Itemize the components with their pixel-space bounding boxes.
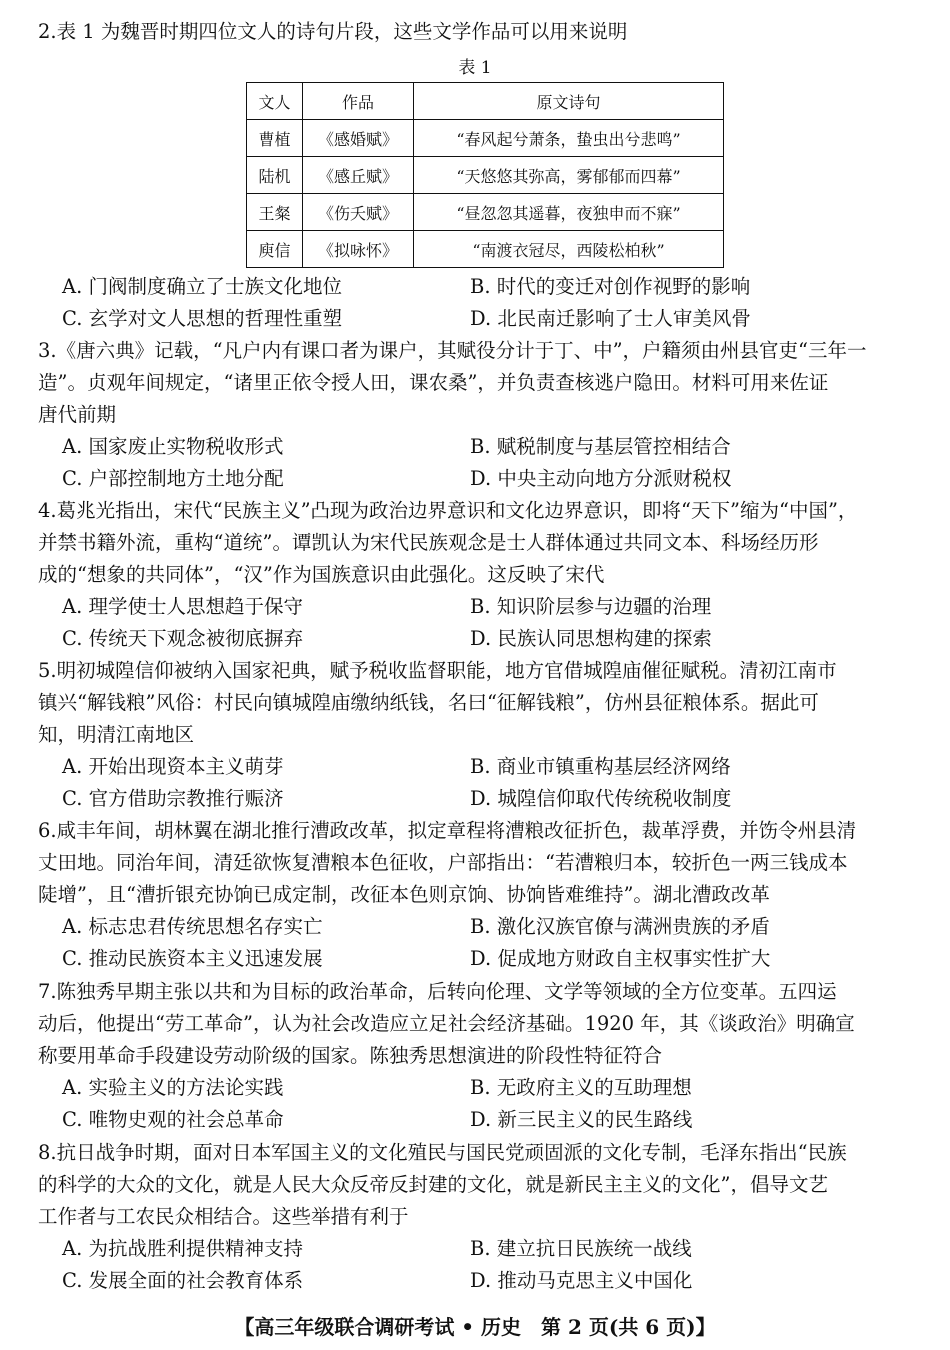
page-footer: 【高三年级联合调研考试 • 历史 第 2 页(共 6 页)】 [234, 1315, 716, 1339]
table-header-cell: 作品 [303, 83, 414, 120]
table-cell: 《拟咏怀》 [303, 231, 414, 268]
q6-stem-line: 6.咸丰年间，胡林翼在湖北推行漕政改革，拟定章程将漕粮改征折色，裁革浮费，并饬令州县清 [38, 819, 857, 842]
q2-option-a[interactable]: A. 门阀制度确立了士族文化地位 [62, 275, 342, 298]
table-cell: 曹植 [247, 120, 303, 157]
q6-stem-line: 陡增”，且“漕折银充协饷已成定制，改征本色则京饷、协饷皆难维持”。湖北漕政改革 [38, 883, 770, 906]
q5-option-d[interactable]: D. 城隍信仰取代传统税收制度 [470, 787, 732, 810]
q8-stem-line: 8.抗日战争时期，面对日本军国主义的文化殖民与国民党顽固派的文化专制，毛泽东指出“民族 [38, 1141, 847, 1164]
table-cell: “南渡衣冠尽，西陵松柏秋” [414, 231, 724, 268]
q6-option-c[interactable]: C. 推动民族资本主义迅速发展 [62, 947, 323, 970]
q7-option-d[interactable]: D. 新三民主义的民生路线 [470, 1108, 693, 1131]
q4-stem-line: 4.葛兆光指出，宋代“民族主义”凸现为政治边界意识和文化边界意识，即将“天下”缩为“中国”， [38, 499, 858, 522]
q7-option-b[interactable]: B. 无政府主义的互助理想 [470, 1076, 692, 1099]
q7-stem-line: 7.陈独秀早期主张以共和为目标的政治革命，后转向伦理、文学等领域的全方位变革。五四运 [38, 980, 837, 1003]
table-cell: “天悠悠其弥高，雾郁郁而四幕” [414, 157, 724, 194]
q5-option-c[interactable]: C. 官方借助宗教推行赈济 [62, 787, 284, 810]
q2-stem: 2.表 1 为魏晋时期四位文人的诗句片段，这些文学作品可以用来说明 [38, 20, 628, 43]
q3-option-b[interactable]: B. 赋税制度与基层管控相结合 [470, 435, 731, 458]
q2-option-b[interactable]: B. 时代的变迁对创作视野的影响 [470, 275, 751, 298]
table-header-row [247, 83, 724, 120]
table-cell: “昼忽忽其遥暮，夜独申而不寐” [414, 194, 724, 231]
q3-stem-line: 造”。贞观年间规定，“诸里正依令授人田，课农桑”，并负责查核逃户隐田。材料可用来佐证 [38, 371, 829, 394]
table-header-cell: 文人 [247, 83, 303, 120]
q4-stem-line: 并禁书籍外流，重构“道统”。谭凯认为宋代民族观念是士人群体通过共同文本、科场经历形 [38, 531, 819, 554]
q4-option-d[interactable]: D. 民族认同思想构建的探索 [470, 627, 712, 650]
q8-option-b[interactable]: B. 建立抗日民族统一战线 [470, 1237, 692, 1260]
q3-option-c[interactable]: C. 户部控制地方土地分配 [62, 467, 284, 490]
table-cell: 《感婚赋》 [303, 120, 414, 157]
q5-option-a[interactable]: A. 开始出现资本主义萌芽 [62, 755, 284, 778]
q5-stem-line: 知，明清江南地区 [38, 723, 195, 746]
table-header-cell: 原文诗句 [414, 83, 724, 120]
q4-option-b[interactable]: B. 知识阶层参与边疆的治理 [470, 595, 712, 618]
q4-option-c[interactable]: C. 传统天下观念被彻底摒弃 [62, 627, 304, 650]
q5-option-b[interactable]: B. 商业市镇重构基层经济网络 [470, 755, 731, 778]
q3-option-d[interactable]: D. 中央主动向地方分派财税权 [470, 467, 732, 490]
table-row [247, 120, 724, 157]
q2-option-d[interactable]: D. 北民南迁影响了士人审美风骨 [470, 307, 751, 330]
q3-option-a[interactable]: A. 国家废止实物税收形式 [62, 435, 284, 458]
q7-option-a[interactable]: A. 实验主义的方法论实践 [62, 1076, 284, 1099]
table-row [247, 231, 724, 268]
table-row [247, 194, 724, 231]
q3-stem-line: 3.《唐六典》记载，“凡户内有课口者为课户，其赋役分计于丁、中”，户籍须由州县官吏“三年一 [38, 339, 867, 362]
table-cell: 《感丘赋》 [303, 157, 414, 194]
q5-stem-line: 镇兴“解钱粮”风俗：村民向镇城隍庙缴纳纸钱，名曰“征解钱粮”，仿州县征粮体系。据此可 [38, 691, 819, 714]
q7-option-c[interactable]: C. 唯物史观的社会总革命 [62, 1108, 284, 1131]
q4-stem-line: 成的“想象的共同体”，“汉”作为国族意识由此强化。这反映了宋代 [38, 563, 605, 586]
q3-stem-line: 唐代前期 [38, 403, 117, 426]
table-cell: 王粲 [247, 194, 303, 231]
q7-stem-line: 称要用革命手段建设劳动阶级的国家。陈独秀思想演进的阶段性特征符合 [38, 1044, 663, 1067]
table-cell: 《伤夭赋》 [303, 194, 414, 231]
q8-stem-line: 工作者与工农民众相结合。这些举措有利于 [38, 1205, 409, 1228]
q2-option-c[interactable]: C. 玄学对文人思想的哲理性重塑 [62, 307, 343, 330]
q8-option-d[interactable]: D. 推动马克思主义中国化 [470, 1269, 693, 1292]
q8-option-a[interactable]: A. 为抗战胜利提供精神支持 [62, 1237, 303, 1260]
table-row [247, 157, 724, 194]
q7-stem-line: 动后，他提出“劳工革命”，认为社会改造应立足社会经济基础。1920 年，其《谈政治》明确宣 [38, 1012, 855, 1035]
q6-option-b[interactable]: B. 激化汉族官僚与满洲贵族的矛盾 [470, 915, 770, 938]
q6-option-a[interactable]: A. 标志忠君传统思想名存实亡 [62, 915, 323, 938]
table-caption: 表 1 [458, 58, 492, 78]
q6-option-d[interactable]: D. 促成地方财政自主权事实性扩大 [470, 947, 771, 970]
table-cell: “春风起兮萧条，蛰虫出兮悲鸣” [414, 120, 724, 157]
table-cell: 庾信 [247, 231, 303, 268]
q4-option-a[interactable]: A. 理学使士人思想趋于保守 [62, 595, 303, 618]
q8-stem-line: 的科学的大众的文化，就是人民大众反帝反封建的文化，就是新民主主义的文化”，倡导文艺 [38, 1173, 828, 1196]
q8-option-c[interactable]: C. 发展全面的社会教育体系 [62, 1269, 304, 1292]
table-cell: 陆机 [247, 157, 303, 194]
q6-stem-line: 丈田地。同治年间，清廷欲恢复漕粮本色征收，户部指出：“若漕粮归本，较折色一两三钱成本 [38, 851, 848, 874]
poetry-table [246, 82, 724, 268]
q5-stem-line: 5.明初城隍信仰被纳入国家祀典，赋予税收监督职能，地方官借城隍庙催征赋税。清初江南市 [38, 659, 837, 682]
